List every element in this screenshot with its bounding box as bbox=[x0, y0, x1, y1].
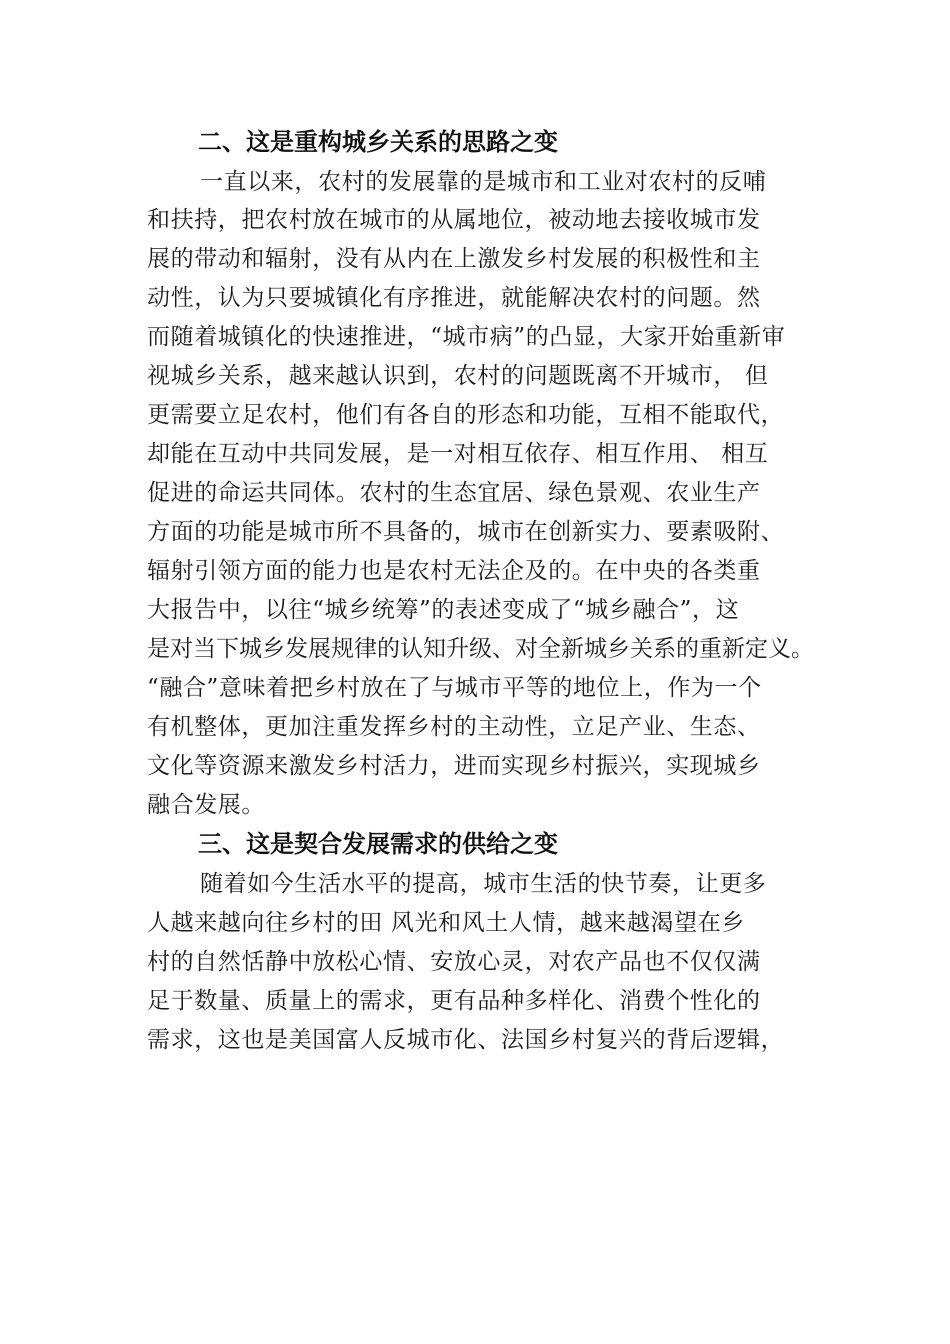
paragraph-line: 却能在互动中共同发展，是一对相互依存、相互作用、 相互 bbox=[147, 441, 769, 467]
paragraph-line: 动性，认为只要城镇化有序推进，就能解决农村的问题。然 bbox=[147, 285, 761, 311]
paragraph-line: “融合”意味着把乡村放在了与城市平等的地位上，作为一个 bbox=[147, 675, 762, 701]
paragraph-line: 视城乡关系，越来越认识到，农村的问题既离不开城市， 但 bbox=[147, 363, 769, 389]
paragraph-line: 辐射引领方面的能力也是农村无法企及的。在中央的各类重 bbox=[147, 558, 761, 584]
section-2-heading: 二、这是重构城乡关系的思路之变 bbox=[198, 128, 558, 156]
paragraph-line: 而随着城镇化的快速推进，“城市病”的凸显，大家开始重新审 bbox=[147, 324, 786, 350]
paragraph-line: 随着如今生活水平的提高，城市生活的快节奏，让更多 bbox=[200, 871, 767, 897]
paragraph-line: 大报告中，以往“城乡统筹”的表述变成了“城乡融合”，这 bbox=[147, 597, 740, 623]
paragraph-line: 有机整体，更加注重发挥乡村的主动性，立足产业、生态、 bbox=[147, 714, 761, 740]
paragraph-line: 方面的功能是城市所不具备的，城市在创新实力、要素吸附、 bbox=[147, 519, 785, 545]
paragraph-line: 是对当下城乡发展规律的认知升级、对全新城乡关系的重新定义。 bbox=[147, 636, 814, 662]
paragraph-line: 需求，这也是美国富人反城市化、法国乡村复兴的背后逻辑， bbox=[147, 1027, 785, 1053]
paragraph-line: 促进的命运共同体。农村的生态宜居、绿色景观、农业生产 bbox=[147, 480, 761, 506]
paragraph-line: 一直以来，农村的发展靠的是城市和工业对农村的反哺 bbox=[200, 169, 767, 195]
paragraph-line: 更需要立足农村，他们有各自的形态和功能，互相不能取代， bbox=[147, 402, 785, 428]
paragraph-line: 人越来越向往乡村的田 风光和风土人情，越来越渴望在乡 bbox=[147, 910, 745, 936]
paragraph-line: 村的自然恬静中放松心情、安放心灵，对农产品也不仅仅满 bbox=[147, 949, 761, 975]
paragraph-line: 融合发展。 bbox=[147, 792, 265, 818]
section-3-heading: 三、这是契合发展需求的供给之变 bbox=[198, 830, 558, 858]
paragraph-line: 文化等资源来激发乡村活力，进而实现乡村振兴，实现城乡 bbox=[147, 753, 761, 779]
paragraph-line: 展的带动和辐射，没有从内在上激发乡村发展的积极性和主 bbox=[147, 246, 761, 272]
paragraph-line: 足于数量、质量上的需求，更有品种多样化、消费个性化的 bbox=[147, 988, 761, 1014]
paragraph-line: 和扶持，把农村放在城市的从属地位，被动地去接收城市发 bbox=[147, 207, 761, 233]
